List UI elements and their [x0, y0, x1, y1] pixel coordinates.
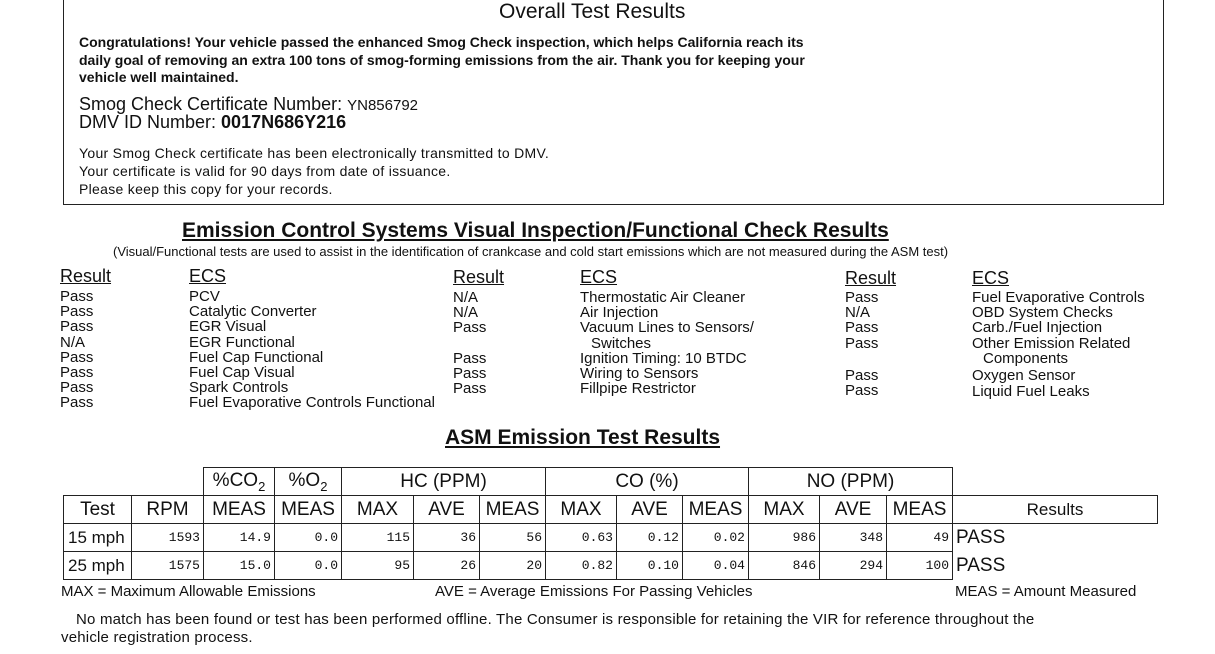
test-header: Test — [64, 496, 132, 524]
ecs-item: Fuel Evaporative Controls — [972, 289, 1145, 306]
co2-value: 15.0 — [204, 552, 275, 580]
ecs-header: ECS — [189, 266, 227, 286]
ecs-item: Fuel Evaporative Controls Functional — [189, 394, 435, 412]
result-header: Result — [60, 266, 112, 286]
co-ave: 0.10 — [617, 552, 683, 580]
ecs-item: Air Injection — [580, 304, 659, 322]
max-header: MAX — [749, 496, 820, 524]
ecs-item: Liquid Fuel Leaks — [972, 382, 1090, 400]
no-header: NO (PPM) — [749, 468, 953, 496]
asm-column-header-row — [64, 496, 1158, 524]
ecs-col3-items — [972, 290, 1145, 399]
ecs-header: ECS — [972, 268, 1010, 288]
ecs-item: Vacuum Lines to Sensors/ — [580, 319, 754, 337]
ecs-title: Emission Control Systems Visual Inspection/Functional Check Results — [182, 219, 889, 242]
info-line: Please keep this copy for your records. — [79, 181, 333, 197]
ecs-col1-items — [189, 289, 435, 411]
hc-ave: 26 — [414, 552, 480, 580]
cert-label: Smog Check Certificate Number: — [79, 94, 343, 114]
co-header: CO (%) — [546, 468, 749, 496]
ecs-result: Pass — [845, 367, 879, 385]
ecs-item: Catalytic Converter — [189, 303, 317, 321]
ave-header: AVE — [617, 496, 683, 524]
footer-note — [61, 611, 1034, 647]
ecs-result: Pass — [60, 379, 94, 397]
footer-line: vehicle registration process. — [61, 629, 253, 646]
cert-number: YN856792 — [347, 97, 419, 114]
rpm-header: RPM — [132, 496, 204, 524]
o2-value: 0.0 — [275, 552, 342, 580]
ecs-result: Pass — [453, 319, 487, 337]
ecs-col1-results — [60, 289, 93, 411]
no-ave: 294 — [820, 552, 887, 580]
no-ave: 348 — [820, 524, 887, 552]
ecs-item: Spark Controls — [189, 379, 289, 397]
ecs-result: N/A — [60, 333, 86, 351]
footer-line: No match has been found or test has been performed offline. The Consumer is responsible for retaining the VIR for reference throughout the — [76, 611, 1035, 628]
ecs-item: EGR Functional — [189, 333, 295, 351]
congrats-line: vehicle well maintained. — [79, 69, 239, 85]
co2-header: $\%CO_2$ — [204, 468, 275, 496]
ecs-result: Pass — [845, 334, 879, 352]
ecs-col2-results — [453, 290, 486, 396]
asm-results-table — [63, 467, 1158, 580]
hc-max: 115 — [342, 524, 414, 552]
ecs-result: Pass — [453, 349, 487, 367]
certificate-info — [79, 144, 549, 198]
ave-header: AVE — [414, 496, 480, 524]
ecs-result: Pass — [453, 380, 487, 398]
max-header: MAX — [342, 496, 414, 524]
meas-header: MEAS — [887, 496, 953, 524]
ecs-col2-items — [580, 290, 754, 396]
co2-value: 14.9 — [204, 524, 275, 552]
congrats-line: Congratulations! Your vehicle passed the enhanced Smog Check inspection, which helps California reach its — [79, 34, 804, 50]
overall-title: Overall Test Results — [499, 0, 686, 23]
ecs-header: ECS — [580, 267, 618, 287]
o2-value: 0.0 — [275, 524, 342, 552]
ecs-item: Other Emission Related — [972, 334, 1131, 352]
legend-max: MAX = Maximum Allowable Emissions — [61, 583, 316, 600]
no-meas: 49 — [887, 524, 953, 552]
ecs-result: Pass — [845, 319, 879, 337]
co-max: 0.82 — [546, 552, 617, 580]
ecs-result: Pass — [845, 382, 879, 400]
ecs-col3-results — [845, 290, 878, 399]
test-result: PASS — [956, 526, 1006, 548]
legend-ave: AVE = Average Emissions For Passing Vehicles — [435, 583, 753, 600]
ecs-item: Wiring to Sensors — [580, 365, 699, 383]
meas-header: MEAS — [275, 496, 342, 524]
ecs-result: Pass — [60, 364, 94, 382]
blank-cell — [64, 468, 132, 496]
ecs-item: Components — [983, 349, 1069, 367]
ecs-result: Pass — [453, 364, 487, 382]
ecs-result: Pass — [60, 318, 94, 336]
ecs-result — [453, 336, 486, 351]
co-ave: 0.12 — [617, 524, 683, 552]
meas-header: MEAS — [204, 496, 275, 524]
ecs-item: Carb./Fuel Injection — [972, 319, 1103, 337]
ecs-result: Pass — [845, 289, 879, 306]
ave-header: AVE — [820, 496, 887, 524]
ecs-result: Pass — [60, 348, 94, 366]
test-result: PASS — [956, 554, 1006, 576]
result-header: Result — [845, 268, 897, 288]
ecs-item: Fillpipe Restrictor — [580, 380, 696, 398]
ecs-result — [845, 351, 878, 369]
ecs-item: Switches — [591, 334, 652, 352]
ecs-result: N/A — [845, 304, 871, 322]
asm-title: ASM Emission Test Results — [445, 426, 721, 449]
congrats-message — [79, 34, 805, 87]
ecs-result: Pass — [60, 288, 94, 305]
ecs-item: Fuel Cap Visual — [189, 364, 295, 382]
meas-header: MEAS — [683, 496, 749, 524]
hc-max: 95 — [342, 552, 414, 580]
hc-meas: 56 — [480, 524, 546, 552]
no-meas: 100 — [887, 552, 953, 580]
ecs-item: Fuel Cap Functional — [189, 348, 324, 366]
ecs-item: Thermostatic Air Cleaner — [580, 289, 746, 306]
o2-header: $\%O_2$ — [275, 468, 342, 496]
ecs-item: OBD System Checks — [972, 304, 1113, 322]
hc-meas: 20 — [480, 552, 546, 580]
rpm-value: 1593 — [132, 524, 204, 552]
hc-header: HC (PPM) — [342, 468, 546, 496]
meas-header: MEAS — [480, 496, 546, 524]
congrats-line: daily goal of removing an extra 100 tons of smog-forming emissions from the air. Thank you for keeping your — [79, 51, 805, 68]
blank-cell — [953, 468, 1158, 496]
ecs-result: Pass — [60, 394, 94, 412]
no-max: 846 — [749, 552, 820, 580]
table-row — [64, 524, 1158, 552]
ecs-result: N/A — [453, 289, 479, 306]
info-line: Your Smog Check certificate has been electronically transmitted to DMV. — [79, 145, 550, 161]
ecs-item: EGR Visual — [189, 318, 267, 336]
max-header: MAX — [546, 496, 617, 524]
dmv-label: DMV ID Number: — [79, 112, 217, 132]
rpm-value: 1575 — [132, 552, 204, 580]
hc-ave: 36 — [414, 524, 480, 552]
dmv-number: 0017N686Y216 — [221, 112, 347, 132]
asm-group-header-row — [64, 468, 1158, 496]
ecs-result: Pass — [60, 303, 94, 321]
no-max: 986 — [749, 524, 820, 552]
ecs-item: Oxygen Sensor — [972, 367, 1076, 385]
co-max: 0.63 — [546, 524, 617, 552]
legend-meas: MEAS = Amount Measured — [955, 583, 1137, 600]
co-meas: 0.04 — [683, 552, 749, 580]
test-speed: 15 mph — [64, 524, 132, 552]
table-row — [64, 552, 1158, 580]
dmv-id-line — [79, 114, 346, 131]
ecs-subtitle: (Visual/Functional tests are used to assist in the identification of crankcase and cold start emissions which are not measured during the ASM test) — [113, 244, 949, 259]
info-line: Your certificate is valid for 90 days from date of issuance. — [79, 163, 451, 179]
blank-cell — [132, 468, 204, 496]
ecs-result: N/A — [453, 304, 479, 322]
results-header: Results — [953, 496, 1158, 524]
ecs-item: Ignition Timing: 10 BTDC — [580, 349, 747, 367]
co-meas: 0.02 — [683, 524, 749, 552]
ecs-item: PCV — [189, 288, 220, 305]
test-speed: 25 mph — [64, 552, 132, 580]
result-header: Result — [453, 267, 505, 287]
